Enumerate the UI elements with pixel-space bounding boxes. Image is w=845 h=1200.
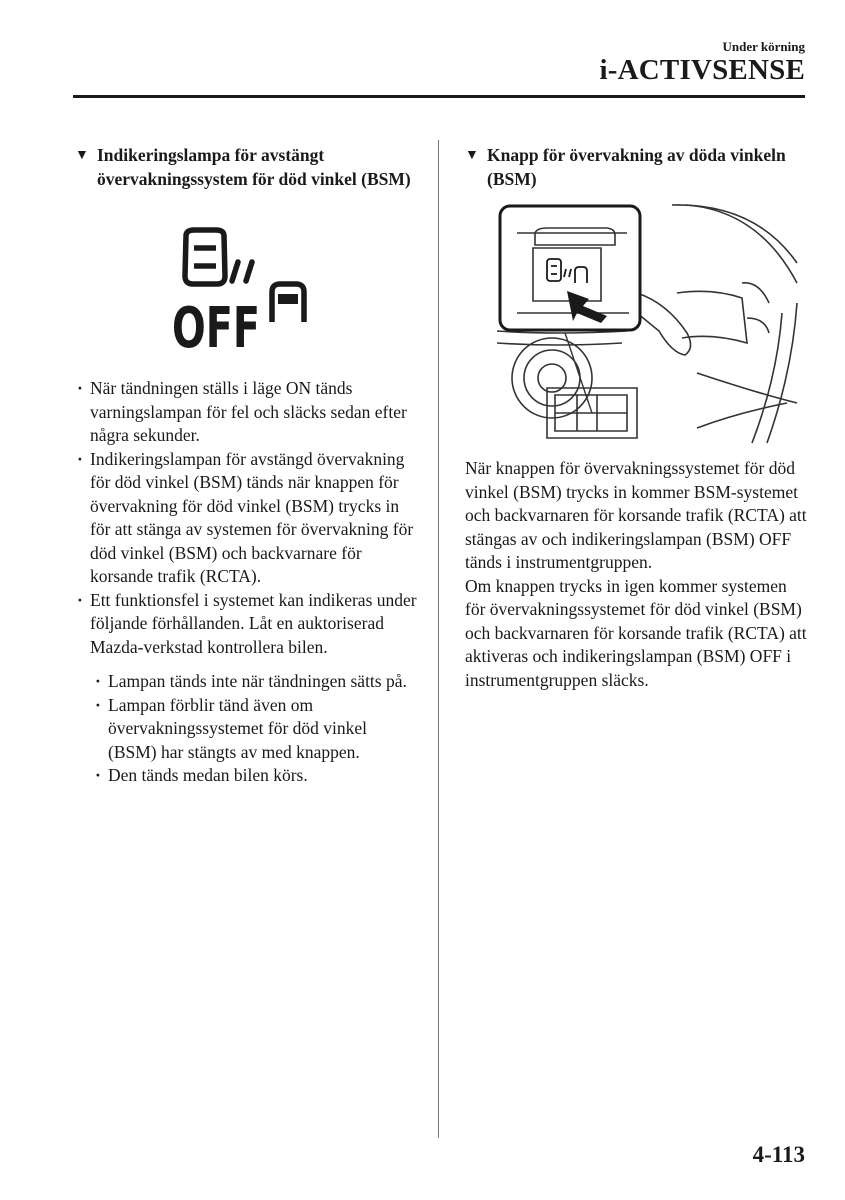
list-item: · Ett funktionsfel i systemet kan indikeras under följande förhållanden. Låt en auktoriserad Mazda-verkstad kontrollera bilen. (75, 589, 420, 660)
left-heading-text: Indikeringslampa för avstängt övervakningssystem för död vinkel (BSM) (97, 145, 411, 189)
section-label: Under körning (722, 39, 805, 54)
list-item: · Indikeringslampan för avstängd övervakning för död vinkel (BSM) tänds när knappen för övervakning för död vinkel (BSM) trycks in för att stänga av systemen för övervakning för död vinkel (BSM) och backvarnare för korsande trafik (RCTA). (75, 448, 420, 589)
right-heading (465, 143, 810, 191)
bsm-button-illustration (497, 203, 809, 448)
icon-off-text: OFF (172, 296, 260, 351)
bsm-off-indicator-icon (172, 226, 317, 351)
right-paragraph: När knappen för övervakningssystemet för död vinkel (BSM) trycks in kommer BSM-systemet och backvarnaren för korsande trafik (RCTA) att stängas av och indikeringslampan (BSM) OFF tänds i instrumentgruppen. (465, 458, 807, 572)
left-heading (75, 143, 420, 191)
list-item: · När tändningen ställs i läge ON tänds varningslampan för fel och släcks sedan efter några sekunder. (75, 377, 420, 448)
left-bullet-list (75, 377, 420, 659)
left-column (75, 143, 420, 788)
list-item: · Lampan tänds inte när tändningen sätts på. (93, 670, 420, 694)
chapter-title: i-ACTIVSENSE (599, 54, 805, 86)
list-item: · Den tänds medan bilen körs. (93, 764, 420, 788)
heading-triangle-icon: ▼ (75, 148, 89, 163)
column-divider (438, 140, 439, 1138)
list-item: · Lampan förblir tänd även om övervakningssystemet för död vinkel (BSM) har stängts av med knappen. (93, 694, 420, 765)
heading-triangle-icon: ▼ (465, 148, 479, 163)
right-column (465, 143, 810, 692)
right-heading-text: Knapp för övervakning av döda vinkeln (BSM) (487, 145, 786, 189)
page-number: 4-113 (752, 1142, 805, 1167)
header-rule (73, 95, 805, 98)
right-paragraph: Om knappen trycks in igen kommer systemen för övervakningssystemet för död vinkel (BSM) och backvarnaren för korsande trafik (RCTA) att aktiveras och indikeringslampan (BSM) OFF i instrumentgruppen släcks. (465, 575, 807, 690)
left-sub-bullet-list (93, 670, 420, 788)
